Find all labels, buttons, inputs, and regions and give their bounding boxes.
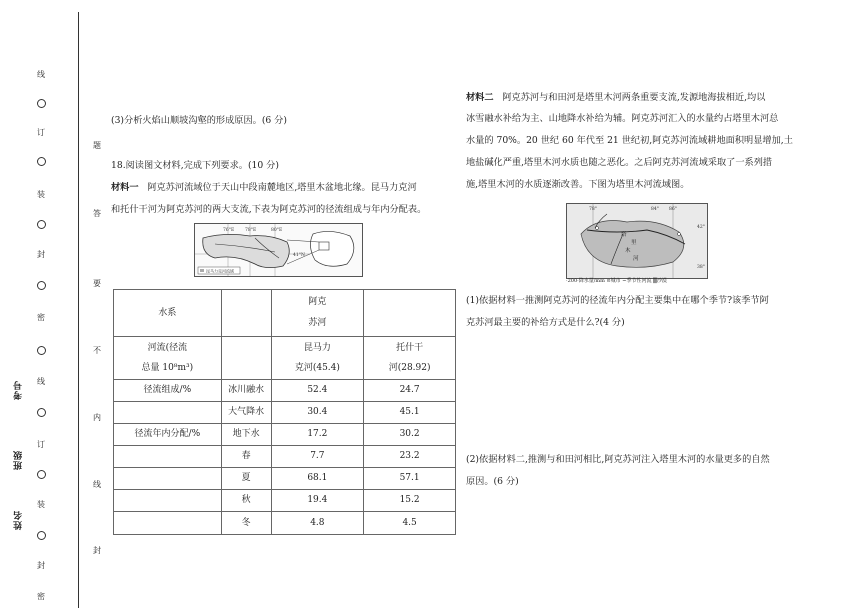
- inner-mark: 内: [93, 413, 101, 422]
- binding-margin: [0, 0, 80, 608]
- inner-mark: 答: [93, 209, 101, 218]
- binding-mark: 装: [37, 190, 45, 199]
- table-cell: 径流组成/%: [114, 380, 222, 402]
- lat-label: 38°: [697, 265, 705, 270]
- material-2-line-1: [466, 90, 765, 106]
- question-3: (3)分析火焰山顺坡沟壑的形成原因。(6 分): [111, 115, 287, 126]
- binding-hole: [37, 531, 46, 540]
- inner-mark: 不: [93, 346, 101, 355]
- table-row: [114, 512, 456, 535]
- river-name-line: 托什干: [396, 342, 424, 353]
- total-label-line: 总量 10⁸m³): [141, 362, 194, 373]
- river-name-line: 克河(45.4): [294, 362, 340, 373]
- table-cell: [114, 402, 222, 424]
- inner-mark: 要: [93, 279, 101, 288]
- table-row: [114, 468, 456, 490]
- binding-mark: 线: [37, 377, 45, 386]
- header-river-line: 苏河: [308, 318, 327, 328]
- table-cell: [271, 290, 364, 337]
- table-cell: 17.2: [271, 424, 364, 446]
- lon-label: 78°E: [245, 228, 257, 233]
- binding-mark: 密: [37, 313, 45, 322]
- class-label: 班级: [14, 450, 24, 470]
- table-cell: 夏: [221, 468, 271, 490]
- table-cell: 4.8: [271, 512, 364, 535]
- binding-mark: 封: [37, 250, 45, 259]
- place-label: 塔: [621, 232, 627, 238]
- material-1-line-1: [111, 180, 417, 196]
- table-cell: 秋: [221, 490, 271, 512]
- table-cell: 52.4: [271, 380, 364, 402]
- table-cell: [364, 290, 456, 337]
- inner-mark: 题: [93, 141, 101, 150]
- question-18-title: 18.阅读图文材料,完成下列要求。(10 分): [111, 160, 279, 171]
- table-cell: 30.2: [364, 424, 456, 446]
- table-row: [114, 402, 456, 424]
- lon-label: 86°: [669, 207, 677, 212]
- binding-hole: [37, 220, 46, 229]
- table-cell: 4.5: [364, 512, 456, 535]
- total-label-line: 河流(径流: [147, 342, 188, 353]
- table-row: [114, 446, 456, 468]
- table-cell: [221, 290, 271, 337]
- lon-label: 80°E: [271, 228, 283, 233]
- binding-mark: 订: [37, 128, 45, 137]
- table-cell: 24.7: [364, 380, 456, 402]
- inner-mark: 线: [93, 480, 101, 489]
- name-label: 姓名: [14, 510, 24, 530]
- map-legend: 昆马力克河流域: [206, 268, 234, 274]
- lon-label: 76°E: [223, 228, 235, 233]
- table-cell: 45.1: [364, 402, 456, 424]
- river-name-line: 昆马力: [303, 342, 331, 353]
- table-cell: 径流年内分配/%: [114, 424, 222, 446]
- lon-label: 78°: [589, 207, 597, 212]
- question-18-1-line-2: 克苏河最主要的补给方式是什么?(4 分): [466, 317, 625, 328]
- question-18-2-line-1: (2)依据材料二,推测与和田河相比,阿克苏河注入塔里木河的水量更多的自然: [466, 454, 770, 465]
- place-label: 木: [625, 248, 631, 254]
- binding-hole: [37, 281, 46, 290]
- aksu-basin-map: [194, 223, 363, 277]
- binding-mark: 线: [37, 70, 45, 79]
- table-cell: 冬: [221, 512, 271, 535]
- place-label: 里: [631, 240, 637, 246]
- question-18-1-line-1: (1)依据材料一推测阿克苏河的径流年内分配主要集中在哪个季节?该季节阿: [466, 295, 769, 306]
- table-row: [114, 424, 456, 446]
- table-cell: [114, 512, 222, 535]
- lon-label: 84°: [651, 207, 659, 212]
- table-cell: 7.7: [271, 446, 364, 468]
- binding-hole: [37, 408, 46, 417]
- table-row: [114, 380, 456, 402]
- tarim-basin-map: [566, 203, 708, 279]
- table-row: [114, 290, 456, 337]
- table-cell: [114, 468, 222, 490]
- table-cell: 57.1: [364, 468, 456, 490]
- table-cell: [271, 337, 364, 380]
- table-cell: 15.2: [364, 490, 456, 512]
- table-cell: 大气降水: [221, 402, 271, 424]
- table-cell: 地下水: [221, 424, 271, 446]
- binding-mark: 封: [37, 561, 45, 570]
- inner-mark: 封: [93, 546, 101, 555]
- runoff-table: [113, 289, 456, 535]
- table-cell: 19.4: [271, 490, 364, 512]
- table-cell: 23.2: [364, 446, 456, 468]
- material-2-line-2: 冰雪融水补给为主、山地降水补给为辅。阿克苏河汇入的水量约占塔里木河总: [466, 113, 779, 124]
- table-cell: [114, 446, 222, 468]
- material-2-line-4: 地盐碱化严重,塔里木河水质也随之恶化。之后阿克苏河流域采取了一系列措: [466, 157, 773, 168]
- table-cell: 30.4: [271, 402, 364, 424]
- table-cell: 68.1: [271, 468, 364, 490]
- table-cell: 春: [221, 446, 271, 468]
- binding-hole: [37, 99, 46, 108]
- material-1-line-2: 和托什干河为阿克苏河的两大支流,下表为阿克苏河的径流组成与年内分配表。: [111, 204, 427, 215]
- material-1-text: 阿克苏河流域位于天山中段南麓地区,塔里木盆地北缘。昆马力克河: [147, 182, 417, 193]
- place-label: 河: [633, 256, 639, 262]
- material-2-label: 材料二: [466, 92, 494, 103]
- table-cell: [221, 337, 271, 380]
- table-cell: 水系: [114, 290, 222, 337]
- material-2-line-5: 施,塔里木河的水质逐渐改善。下图为塔里木河流域图。: [466, 179, 690, 190]
- table-row: [114, 337, 456, 380]
- binding-hole: [37, 157, 46, 166]
- table-cell: [114, 490, 222, 512]
- lat-label: 42°: [697, 225, 705, 230]
- material-2-text: 阿克苏河与和田河是塔里木河两条重要支流,发源地海拔相近,均以: [502, 92, 766, 103]
- material-1-label: 材料一: [111, 182, 139, 193]
- binding-hole: [37, 470, 46, 479]
- lat-label: 41°N: [293, 253, 305, 258]
- table-row: [114, 490, 456, 512]
- binding-line: [78, 12, 79, 608]
- river-name-line: 河(28.92): [388, 362, 431, 373]
- binding-mark: 密: [37, 592, 45, 601]
- binding-hole: [37, 346, 46, 355]
- table-cell: [364, 337, 456, 380]
- table-cell: [114, 337, 222, 380]
- binding-mark: 装: [37, 500, 45, 509]
- table-cell: 冰川融水: [221, 380, 271, 402]
- material-2-line-3: 水量的 70%。20 世纪 60 年代至 21 世纪初,阿克苏河流域耕地面积明显增加,土: [466, 135, 793, 146]
- header-river-line: 阿克: [308, 297, 327, 307]
- map-caption: ·200·降水量/mm ⊙城市 ~季节性河流 ▒沙漠: [566, 278, 667, 284]
- binding-mark: 订: [37, 440, 45, 449]
- exam-number-label: 考号: [14, 380, 24, 400]
- question-18-2-line-2: 原因。(6 分): [466, 476, 519, 487]
